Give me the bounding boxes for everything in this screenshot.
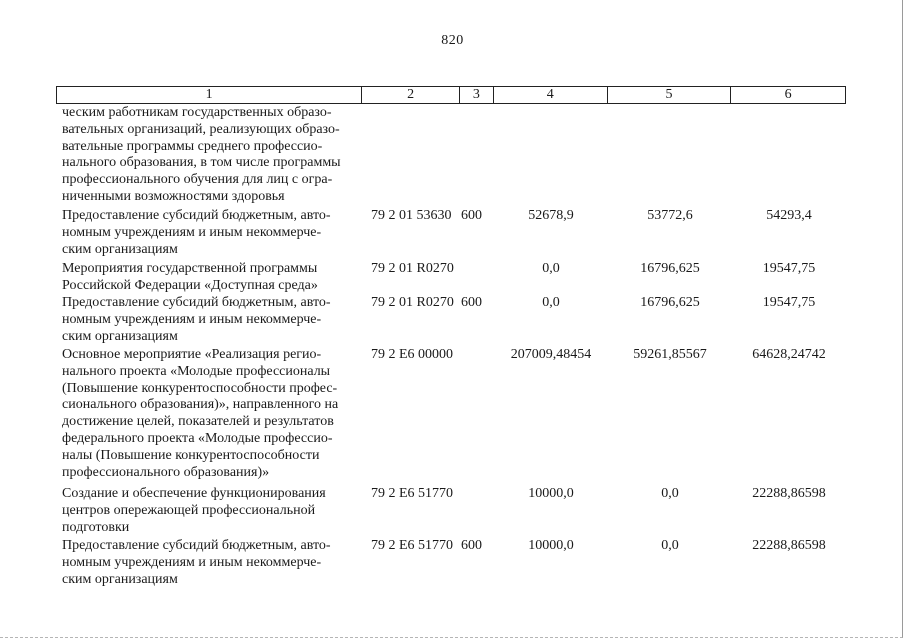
header-col-3: 3	[460, 87, 494, 103]
header-col-5: 5	[608, 87, 732, 103]
row-value-1: 10000,0	[528, 486, 574, 501]
row-value-3: 64628,24742	[752, 347, 826, 362]
row-type	[460, 486, 494, 536]
header-col-6: 6	[784, 87, 792, 102]
row-type	[460, 347, 494, 481]
row-name: Предоставление субсидий бюджетным, авто- номным учреждениям и иным некоммерче- ским организациям	[62, 295, 331, 344]
row-code: 79 2 E6 51770	[371, 486, 454, 501]
row-code	[362, 105, 460, 206]
row-type: 600	[461, 538, 482, 553]
row-name: Мероприятия государственной программы Российской Федерации «Доступная среда»	[62, 261, 318, 293]
row-code: 79 2 01 53630	[371, 208, 452, 223]
row-code: 79 2 01 R0270	[371, 261, 454, 276]
row-value-2	[608, 105, 732, 206]
row-value-2: 53772,6	[647, 208, 693, 223]
table-row	[56, 295, 846, 345]
row-name: Предоставление субсидий бюджетным, авто- номным учреждениям и иным некоммерче- ским организациям	[62, 208, 331, 257]
table-row	[56, 261, 846, 295]
row-value-2: 59261,85567	[633, 347, 707, 362]
table-row	[56, 538, 846, 588]
row-name: ческим работникам государственных образо- вательных организаций, реализующих образо- вательные программы среднего профессио- нального образования, в том числе программы профессионального обучения для лиц с огра- ниченными возможностями здоровья	[62, 105, 341, 204]
table-row	[56, 486, 846, 536]
row-value-1: 0,0	[542, 261, 560, 276]
row-name: Основное мероприятие «Реализация регио- нального проекта «Молодые профессионалы (Повышение конкурентоспособности профес- сионального образования)», направленного на достижение целей, показателей и результатов федерального проекта «Молодые профессио- налы (Повышение конкурентоспособности профессионального образования)»	[62, 347, 339, 480]
row-value-2: 16796,625	[640, 295, 700, 310]
page-number: 820	[441, 33, 464, 48]
row-type	[460, 105, 494, 206]
row-value-3: 19547,75	[762, 295, 816, 310]
row-code: 79 2 E6 51770	[371, 538, 454, 553]
row-value-3: 19547,75	[762, 261, 816, 276]
row-type: 600	[461, 295, 482, 310]
row-value-3: 22288,86598	[752, 538, 826, 553]
header-col-1: 1	[57, 87, 362, 103]
row-value-3: 54293,4	[766, 208, 812, 223]
row-code: 79 2 E6 00000	[371, 347, 454, 362]
row-value-1	[494, 105, 608, 206]
row-name: Создание и обеспечение функционирования центров опережающей профессиональной подготовки	[62, 486, 326, 535]
row-code: 79 2 01 R0270	[371, 295, 454, 310]
row-value-3: 22288,86598	[752, 486, 826, 501]
table-row	[56, 347, 846, 481]
row-value-1: 52678,9	[528, 208, 574, 223]
row-value-2: 0,0	[661, 486, 679, 501]
row-type	[460, 261, 494, 295]
header-col-4: 4	[494, 87, 608, 103]
row-type: 600	[461, 208, 482, 223]
row-value-2: 0,0	[661, 538, 679, 553]
row-value-1: 10000,0	[528, 538, 574, 553]
header-col-2: 2	[362, 87, 460, 103]
row-value-3	[732, 105, 846, 206]
row-value-1: 0,0	[542, 295, 560, 310]
table-header	[56, 86, 846, 104]
row-value-2: 16796,625	[640, 261, 700, 276]
row-name: Предоставление субсидий бюджетным, авто- номным учреждениям и иным некоммерче- ским организациям	[62, 538, 331, 587]
table-row	[56, 208, 846, 258]
table-row	[56, 105, 846, 206]
row-value-1: 207009,48454	[510, 347, 592, 362]
